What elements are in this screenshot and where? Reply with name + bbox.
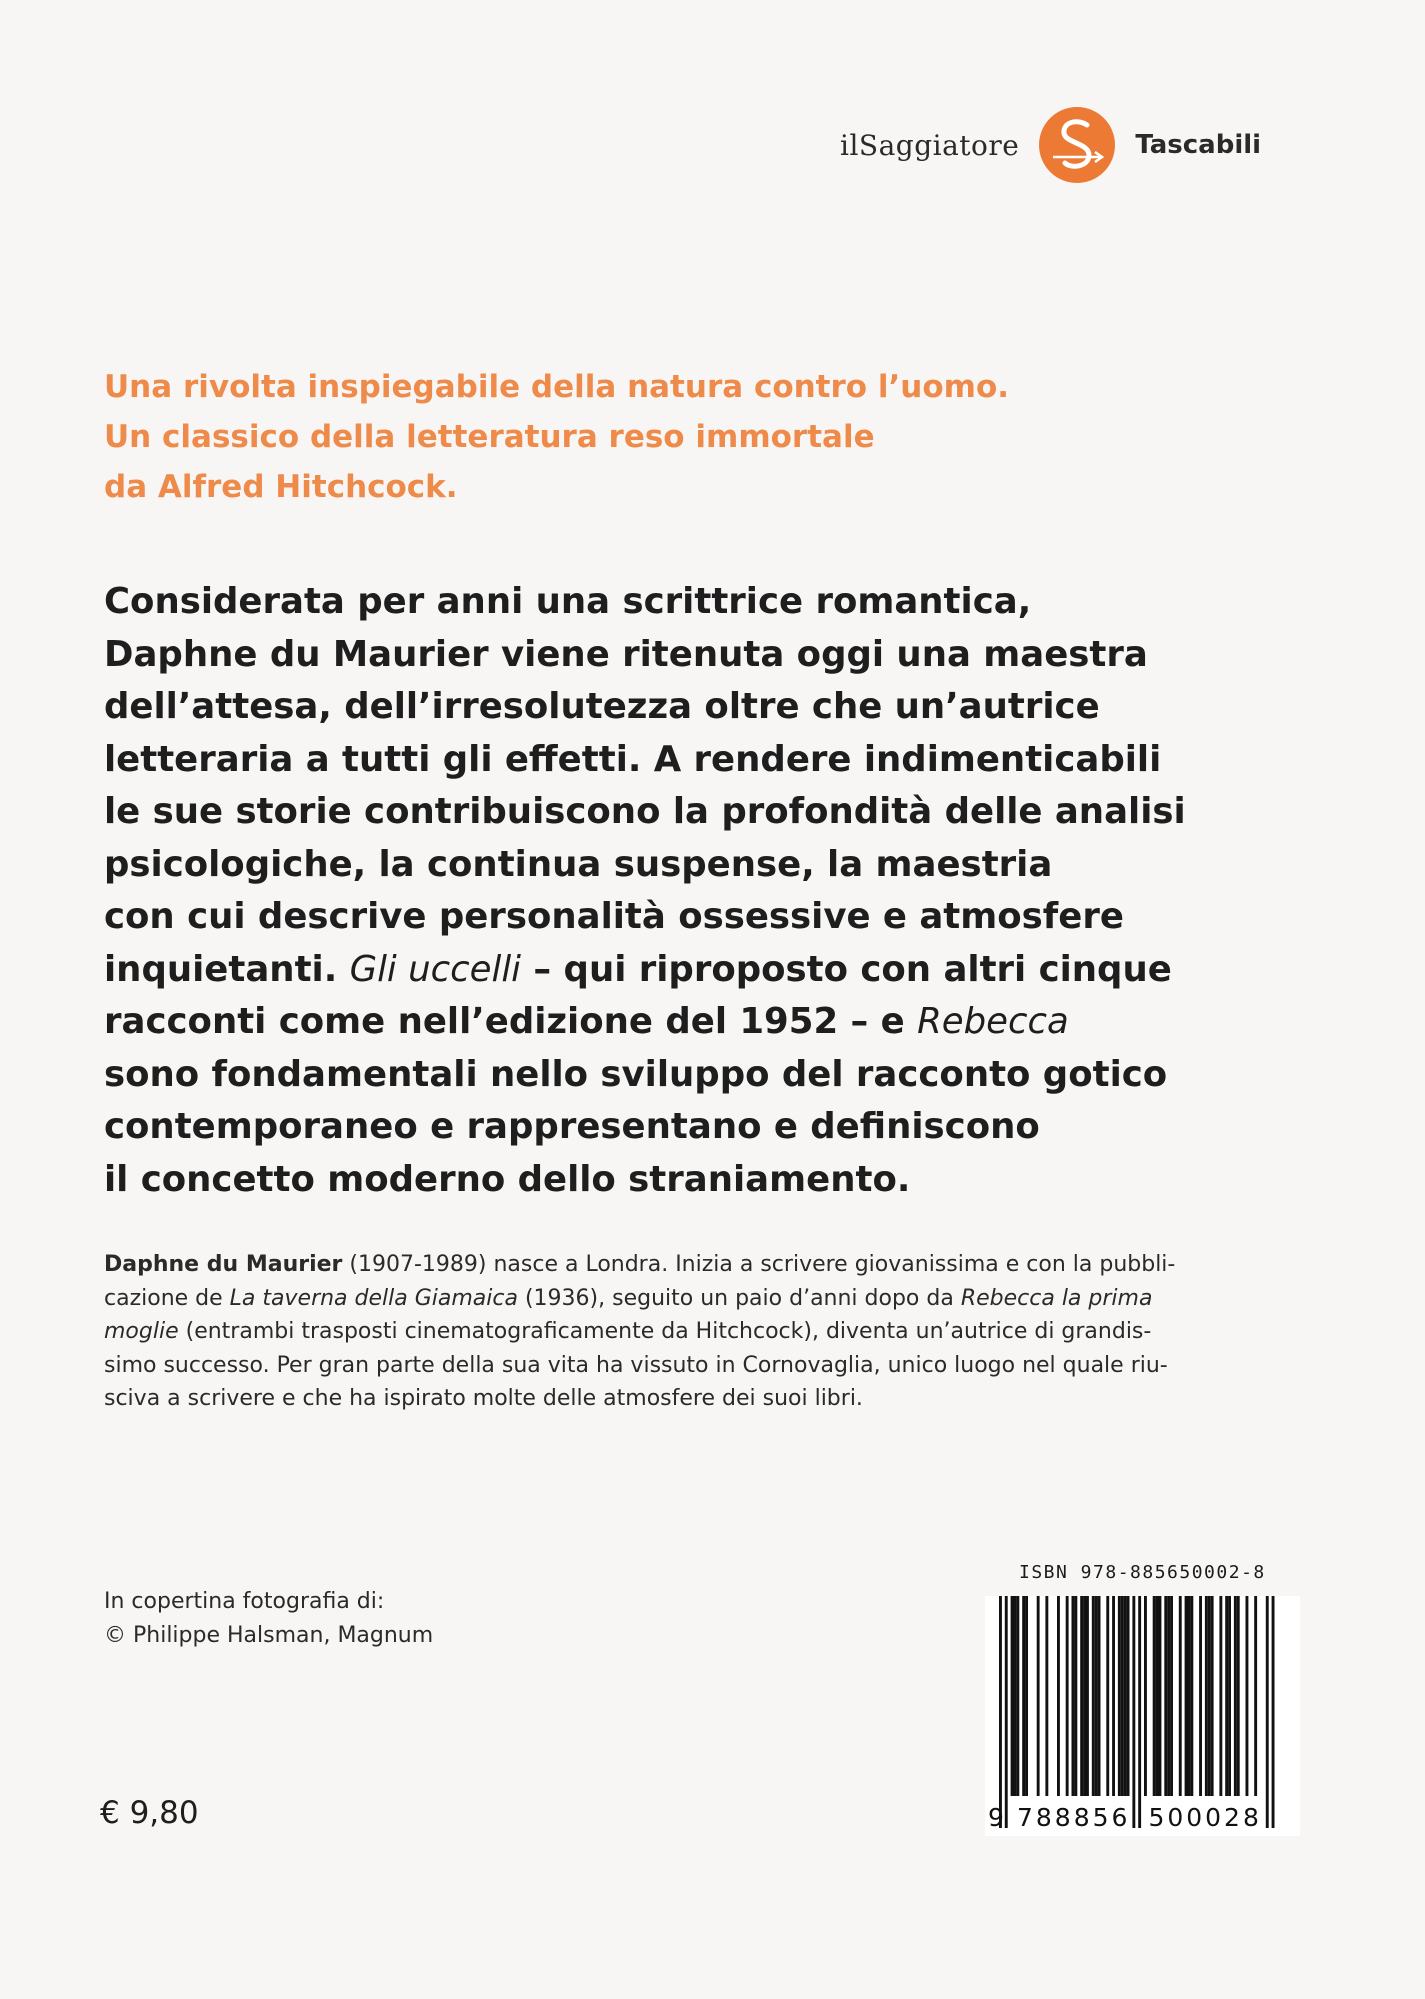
bio-line: sciva a scrivere e che ha ispirato molte delle atmosfere dei suoi libri. bbox=[104, 1386, 863, 1411]
barcode-bar bbox=[1188, 1596, 1191, 1796]
description-line bbox=[104, 996, 1334, 1049]
barcode-bar bbox=[1199, 1596, 1202, 1796]
barcode-bar bbox=[1179, 1596, 1182, 1796]
book-title: Gli uccelli bbox=[349, 948, 522, 990]
author-name: Daphne du Maurier bbox=[104, 1252, 343, 1277]
description-line: psicologiche, la continua suspense, la maestria bbox=[104, 843, 1053, 885]
book-title: moglie bbox=[104, 1319, 179, 1344]
barcode-bar bbox=[1190, 1596, 1193, 1796]
description-line: Considerata per anni una scrittrice romantica, bbox=[104, 581, 1032, 622]
credits-line: In copertina fotografia di: bbox=[104, 1589, 385, 1614]
barcode-bar bbox=[1208, 1596, 1211, 1796]
barcode-bar bbox=[1138, 1596, 1141, 1828]
barcode-bar bbox=[1211, 1596, 1214, 1796]
barcode-bar bbox=[1112, 1596, 1115, 1796]
description-line: il concetto moderno dello straniamento. bbox=[104, 1158, 911, 1200]
barcode-bar bbox=[1124, 1596, 1127, 1796]
description-line: sono fondamentali nello sviluppo del racconto gotico bbox=[104, 1053, 1168, 1095]
barcode-digits bbox=[985, 1797, 1300, 1837]
barcode-bar bbox=[1153, 1596, 1156, 1796]
barcode-bar bbox=[1266, 1596, 1269, 1828]
barcode-bar bbox=[1237, 1596, 1240, 1796]
barcode-bar bbox=[1106, 1596, 1109, 1796]
description-text: inquietanti. bbox=[104, 948, 350, 990]
description-text: – qui riproposto con altri cinque bbox=[521, 948, 1172, 990]
barcode-bar bbox=[1228, 1596, 1231, 1796]
barcode-bar bbox=[1016, 1596, 1019, 1796]
barcode-bar bbox=[1066, 1596, 1069, 1796]
barcode-bar bbox=[1057, 1596, 1060, 1796]
barcode-bar bbox=[1014, 1596, 1017, 1796]
barcode-bar bbox=[1246, 1596, 1249, 1796]
barcode-bar bbox=[1156, 1596, 1159, 1796]
barcode-bar bbox=[1045, 1596, 1048, 1796]
barcode-bar bbox=[1080, 1596, 1083, 1796]
book-title: Rebecca bbox=[917, 1001, 1069, 1042]
publisher-name: ilSaggiatore bbox=[840, 128, 1020, 162]
tagline bbox=[104, 362, 1304, 512]
barcode-bar bbox=[1074, 1596, 1077, 1796]
tagline-line: da Alfred Hitchcock. bbox=[104, 469, 458, 505]
barcode-digits-left: 788856 bbox=[1017, 1802, 1131, 1832]
description-line: dell’attesa, dell’irresolutezza oltre che un’autrice bbox=[104, 686, 1100, 727]
barcode-bar bbox=[1167, 1596, 1170, 1796]
description-line: le sue storie contribuiscono la profondità delle analisi bbox=[104, 791, 1186, 832]
barcode-bar bbox=[999, 1596, 1002, 1828]
description-line: con cui descrive personalità ossessive e atmosfere bbox=[104, 896, 1124, 937]
barcode-bar bbox=[1011, 1596, 1014, 1796]
barcode-bar bbox=[1095, 1596, 1098, 1796]
bio-text: (1936), seguito un paio d’anni dopo da bbox=[517, 1285, 961, 1311]
barcode-bar bbox=[1185, 1596, 1188, 1796]
description-text: racconti come nell’edizione del 1952 – e bbox=[104, 1001, 918, 1042]
barcode-bar bbox=[1022, 1596, 1025, 1796]
barcode-bar bbox=[1072, 1596, 1075, 1796]
bio-line bbox=[104, 1282, 1344, 1316]
barcode-bar bbox=[1254, 1596, 1257, 1796]
barcode-bar bbox=[1272, 1596, 1275, 1828]
barcode-bar bbox=[1225, 1596, 1228, 1796]
bio-text: cazione de bbox=[104, 1285, 230, 1311]
bio-line bbox=[104, 1315, 1344, 1349]
bio-text: (1907-1989) nasce a Londra. Inizia a scrivere giovanissima e con la pubbli- bbox=[342, 1252, 1176, 1277]
price: € 9,80 bbox=[100, 1795, 199, 1831]
barcode-bar bbox=[1234, 1596, 1237, 1796]
cover-credits bbox=[104, 1585, 433, 1653]
bio-line: simo successo. Per gran parte della sua vita ha vissuto in Cornovaglia, unico luogo nel quale riu- bbox=[104, 1352, 1168, 1378]
barcode-bar bbox=[1086, 1596, 1089, 1796]
bio-line bbox=[104, 1248, 1344, 1282]
description-line: letteraria a tutti gli effetti. A rendere indimenticabili bbox=[104, 738, 1162, 780]
book-title: Rebecca la prima bbox=[960, 1285, 1153, 1311]
barcode-bar bbox=[1121, 1596, 1124, 1796]
isbn-label: ISBN 978-885650002-8 bbox=[1019, 1562, 1266, 1583]
barcode-bar bbox=[1159, 1596, 1162, 1796]
barcode-bar bbox=[1083, 1596, 1086, 1796]
barcode-digit-first: 9 bbox=[988, 1802, 1004, 1832]
description-line bbox=[104, 944, 1334, 997]
barcode-bar bbox=[1092, 1596, 1095, 1796]
barcode-bar bbox=[1164, 1596, 1167, 1796]
barcode-bar bbox=[1205, 1596, 1208, 1796]
barcode-bar bbox=[1025, 1596, 1028, 1796]
barcode-bar bbox=[1219, 1596, 1222, 1796]
barcode-bar bbox=[1005, 1596, 1008, 1828]
barcode-bar bbox=[1037, 1596, 1040, 1796]
tagline-line: Una rivolta inspiegabile della natura contro l’uomo. bbox=[104, 369, 1010, 405]
series-name: Tascabili bbox=[1135, 130, 1262, 160]
book-title: La taverna della Giamaica bbox=[229, 1285, 518, 1311]
description-line: contemporaneo e rappresentano e definiscono bbox=[104, 1106, 1040, 1147]
book-description bbox=[104, 576, 1334, 1206]
publisher-s-icon bbox=[1039, 107, 1115, 183]
barcode-bar bbox=[1118, 1596, 1121, 1796]
tagline-line: Un classico della letteratura reso immortale bbox=[104, 419, 875, 455]
barcode-bar bbox=[1098, 1596, 1101, 1796]
barcode-bar bbox=[1144, 1596, 1147, 1796]
barcode-digits-right: 500028 bbox=[1148, 1802, 1262, 1832]
barcode-bar bbox=[1170, 1596, 1173, 1796]
author-bio bbox=[104, 1248, 1344, 1416]
credits-line: © Philippe Halsman, Magnum bbox=[104, 1623, 434, 1648]
bio-text: (entrambi trasposti cinematograficamente da Hitchcock), diventa un’autrice di grandis- bbox=[178, 1319, 1152, 1344]
barcode-bar bbox=[1132, 1596, 1135, 1828]
publisher-logo bbox=[840, 105, 1261, 185]
barcode-bar bbox=[1127, 1596, 1130, 1796]
description-line: Daphne du Maurier viene ritenuta oggi una maestra bbox=[104, 633, 1148, 675]
